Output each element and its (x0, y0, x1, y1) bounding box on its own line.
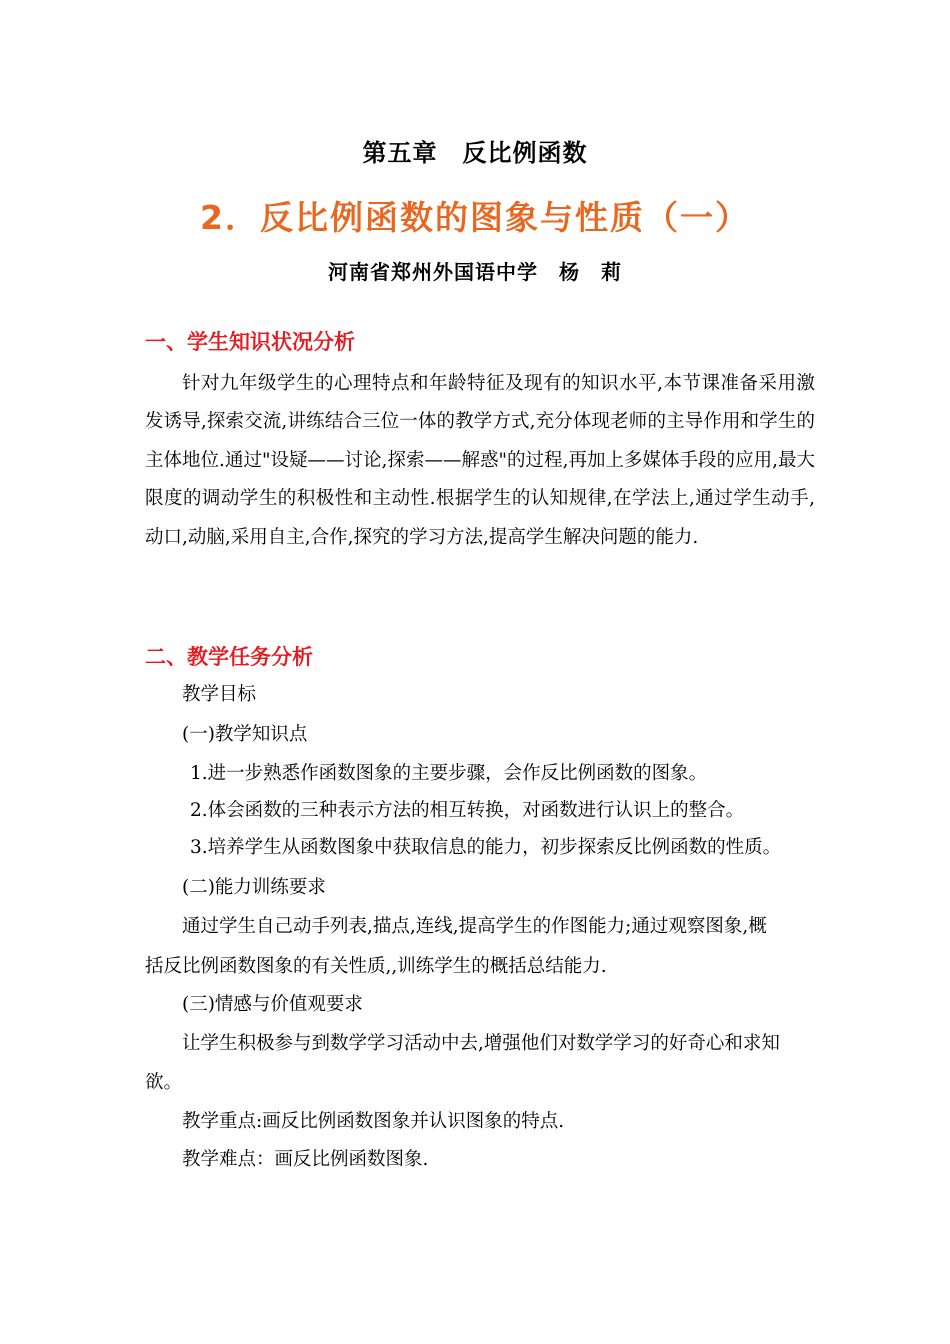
difficulty-point: 教学难点：画反比例函数图象. (182, 1149, 429, 1170)
knowledge-label: (一)教学知识点 (182, 724, 308, 745)
section1-title: 一、学生知识状况分析 (145, 330, 355, 354)
emotion-label: (三)情感与价值观要求 (182, 994, 363, 1015)
ability-text-line2: 括反比例函数图象的有关性质,,训练学生的概括总结能力. (145, 956, 607, 977)
knowledge-item-3: 3.培养学生从函数图象中获取信息的能力，初步探索反比例函数的性质。 (190, 837, 782, 858)
knowledge-item-1: 1.进一步熟悉作函数图象的主要步骤，会作反比例函数的图象。 (190, 763, 708, 784)
author-line: 河南省郑州外国语中学 杨 莉 (328, 260, 622, 284)
section1-paragraph: 针对九年级学生的心理特点和年龄特征及现有的知识水平,本节课准备采用激发诱导,探索交流,讲练结合三位一体的教学方式,充分体现老师的主导作用和学生的主体地位.通过"设疑——讨论,探索——解惑"的过程,再加上多媒体手段的应用,最大限度的调动学生的积极性和主动性.根据学生的认知规律,在学法上,通过学生动手,动口,动脑,采用自主,合作,探究的学习方法,提高学生解决问题的能力. (145, 373, 815, 548)
knowledge-item-2: 2.体会函数的三种表示方法的相互转换，对函数进行认识上的整合。 (190, 800, 745, 821)
chapter-heading: 第五章 反比例函数 (362, 139, 588, 167)
objectives-label: 教学目标 (182, 684, 257, 705)
lesson-title: 2．反比例函数的图象与性质（一） (200, 198, 750, 237)
ability-label: (二)能力训练要求 (182, 877, 326, 898)
section2-title: 二、教学任务分析 (145, 645, 313, 669)
emotion-text-line2: 欲。 (145, 1072, 183, 1093)
key-point: 教学重点:画反比例函数图象并认识图象的特点. (182, 1111, 565, 1132)
ability-text-line1: 通过学生自己动手列表,描点,连线,提高学生的作图能力;通过观察图象,概 (182, 916, 767, 937)
emotion-text-line1: 让学生积极参与到数学学习活动中去,增强他们对数学学习的好奇心和求知 (182, 1033, 780, 1054)
